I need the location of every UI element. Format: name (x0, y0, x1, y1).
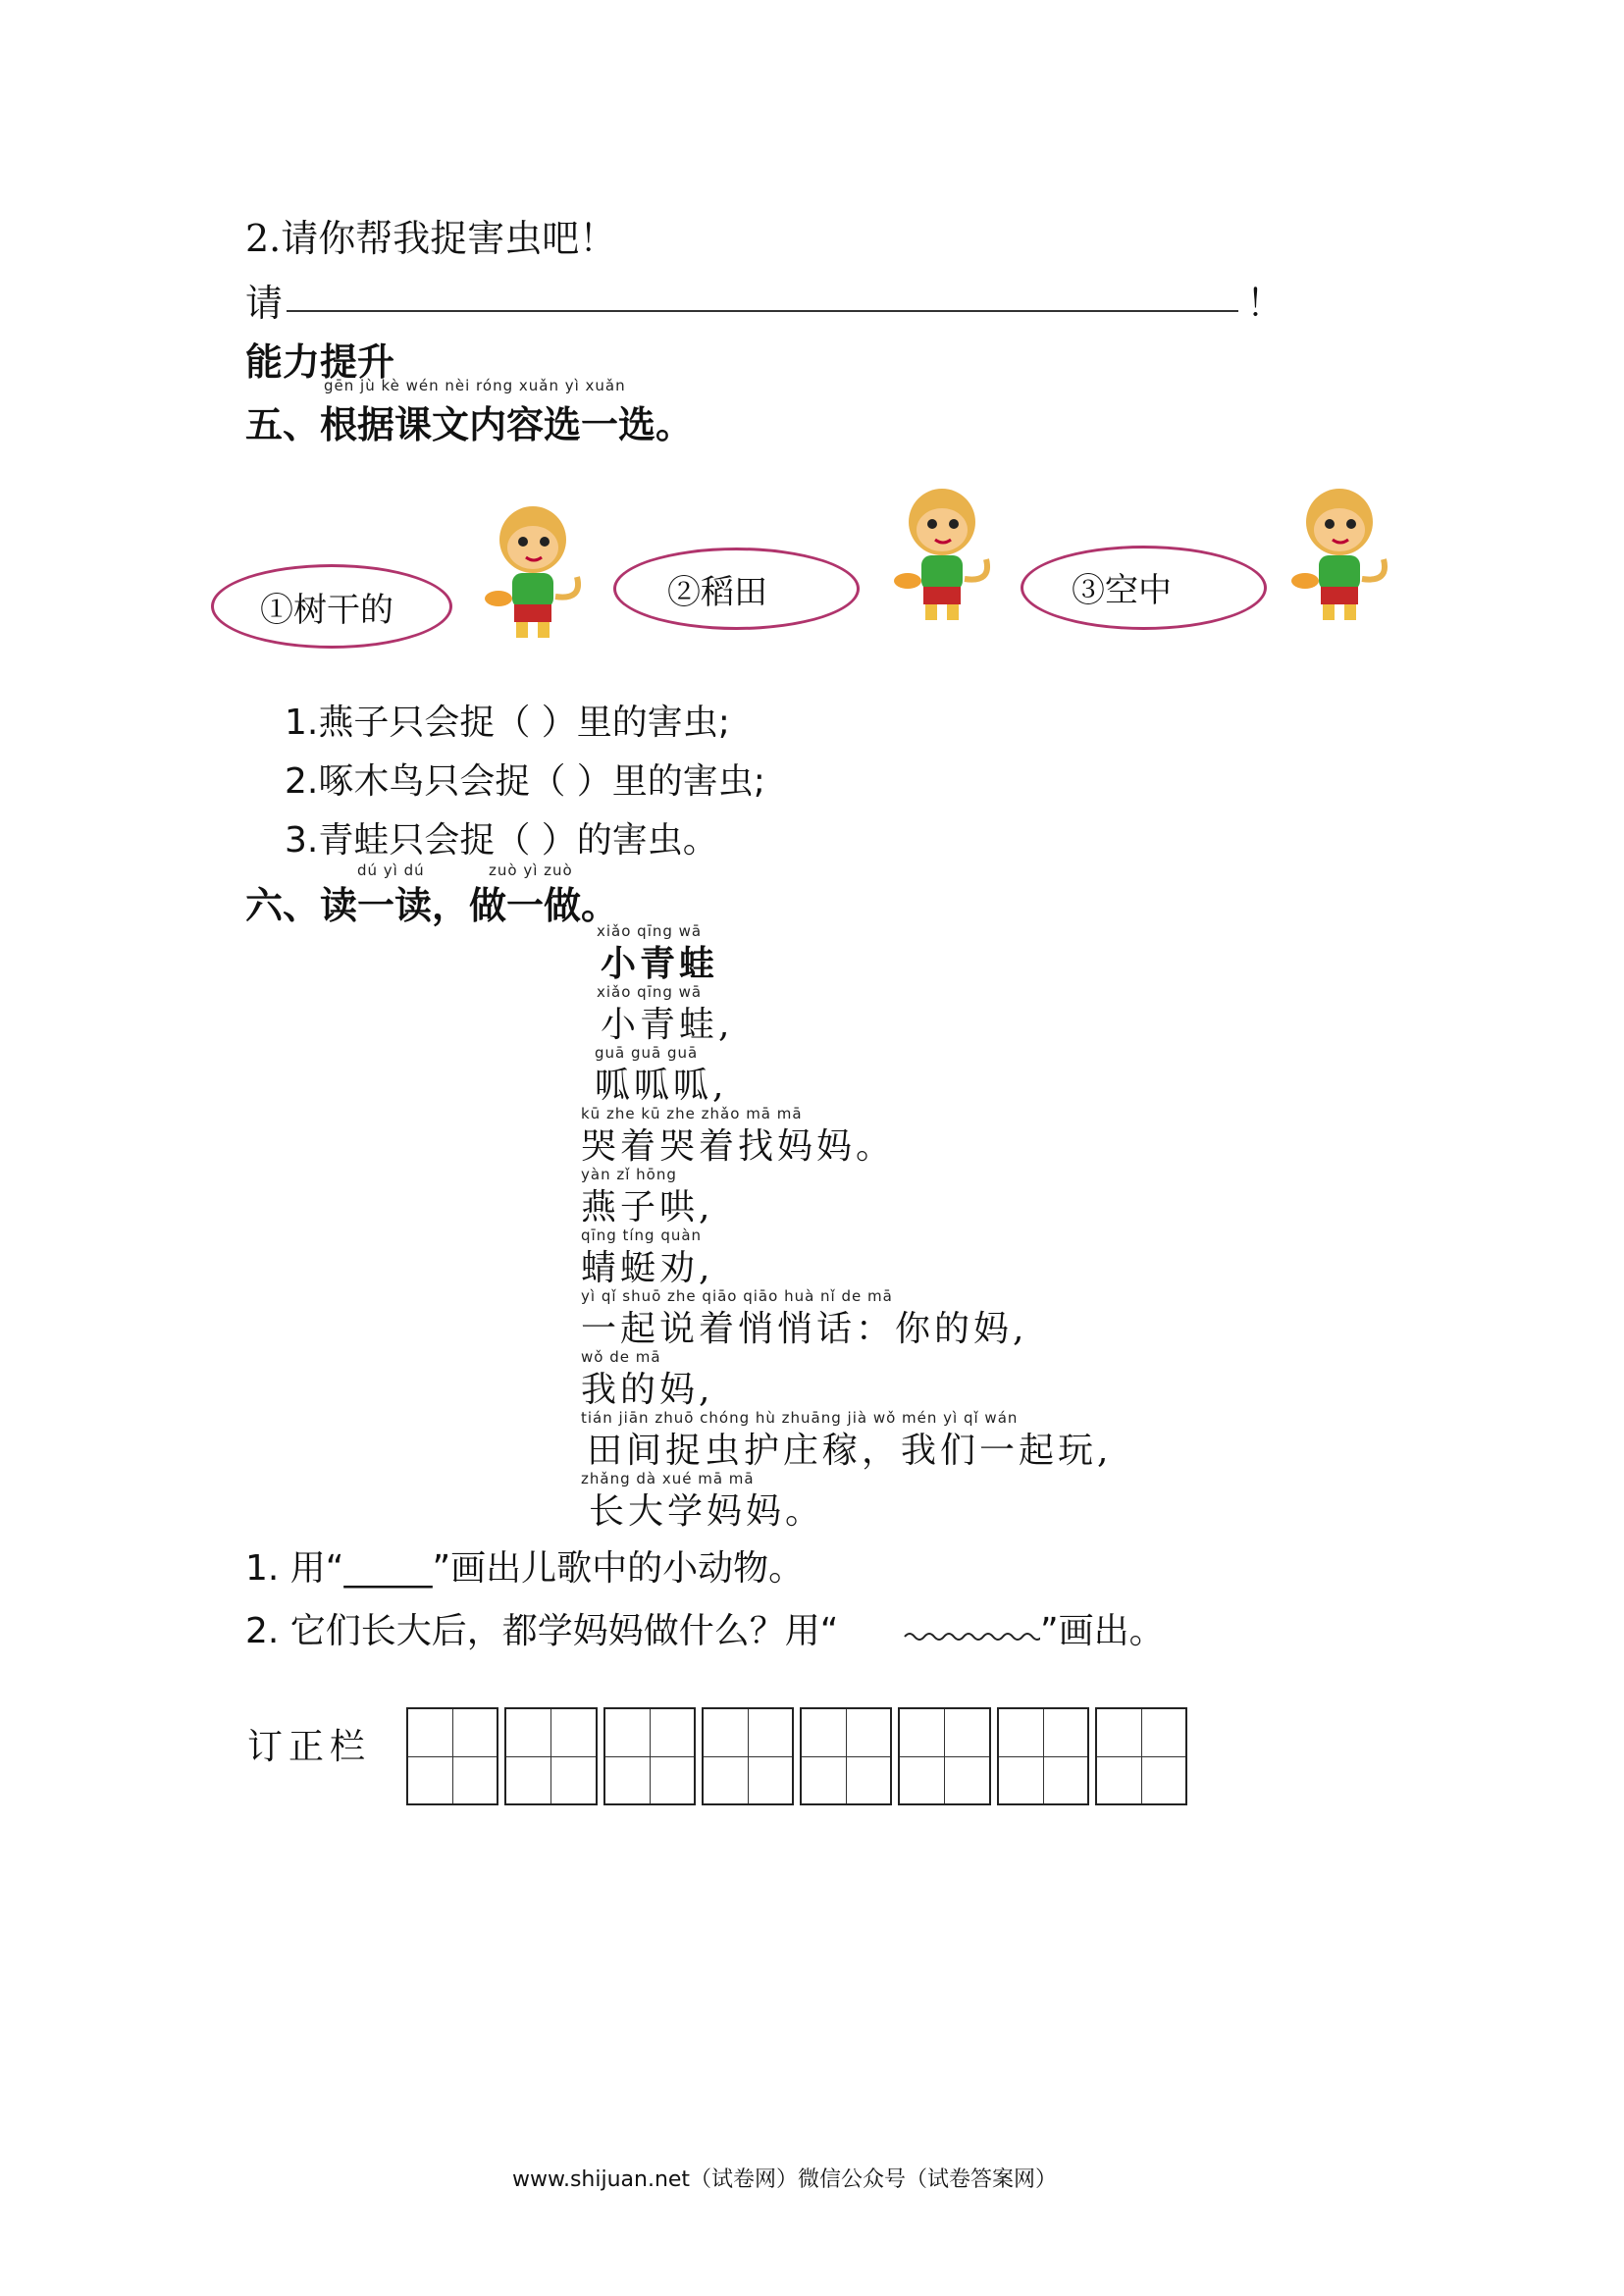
poem-line-pinyin: yì qǐ shuō zhe qiāo qiāo huà nǐ de mā (581, 1287, 893, 1305)
poem-line-pinyin: yàn zǐ hōng (581, 1166, 677, 1183)
section5-pinyin: gēn jù kè wén nèi róng xuǎn yì xuǎn (324, 377, 626, 394)
poem-line: 燕子哄, (581, 1187, 714, 1227)
grid-cell[interactable] (603, 1707, 696, 1805)
poem-title-pinyin: xiǎo qīng wā (597, 922, 703, 940)
poem-line: 蜻蜓劝, (581, 1248, 714, 1288)
q2-line-end: ！ (1246, 282, 1284, 325)
grid-cell[interactable] (702, 1707, 794, 1805)
grid-cell[interactable] (504, 1707, 597, 1805)
poem-line: 呱呱呱, (595, 1066, 728, 1106)
poem-line: 一起说着悄悄话：你的妈, (581, 1309, 1028, 1349)
wavy-line-icon (903, 1629, 1040, 1644)
grid-cell[interactable] (406, 1707, 498, 1805)
grid-cell[interactable] (800, 1707, 892, 1805)
poem-line: 小青蛙, (601, 1005, 734, 1045)
section6-title: 六、读一读，做一做。 (245, 884, 619, 927)
question-1: 1.燕子只会捉（ ）里的害虫; (285, 703, 730, 743)
poem-line-pinyin: tián jiān zhuō chóng hù zhuāng jià wǒ mén yì qǐ wán (581, 1409, 1019, 1427)
poem-title: 小青蛙 (601, 943, 719, 984)
question-3: 3.青蛙只会捉（ ）的害虫。 (285, 820, 718, 861)
footer: www.shijuan.net（试卷网）微信公众号（试卷答案网） (512, 2167, 1058, 2192)
option-3: ③空中 (1072, 571, 1172, 610)
poem-line-pinyin: qīng tíng quàn (581, 1226, 703, 1244)
monkey-icon (1276, 481, 1403, 628)
section6-pinyin-b: zuò yì zuò (489, 861, 573, 879)
task-2-end: ”画出。 (1040, 1611, 1165, 1651)
monkey-icon (878, 481, 1006, 628)
task-2-start: 2. 它们长大后，都学妈妈做什么？用“ (245, 1611, 839, 1651)
correction-label: 订正栏 (247, 1727, 372, 1767)
grid-cell[interactable] (997, 1707, 1089, 1805)
q2-line-start: 请 (245, 282, 284, 325)
section6-pinyin-a: dú yì dú (357, 861, 425, 879)
correction-grid[interactable] (406, 1707, 1187, 1805)
section-label: 能力提升 (245, 340, 395, 384)
poem-line-pinyin: zhǎng dà xué mā mā (581, 1470, 755, 1487)
poem-line: 我的妈, (581, 1370, 714, 1410)
grid-cell[interactable] (898, 1707, 990, 1805)
option-1: ①树干的 (260, 591, 393, 630)
monkey-icon (469, 498, 597, 646)
q2-title: 2.请你帮我捉害虫吧！ (245, 217, 617, 260)
poem-line: 田间捉虫护庄稼，我们一起玩, (587, 1431, 1113, 1471)
grid-cell[interactable] (1095, 1707, 1187, 1805)
poem-line-pinyin: wǒ de mā (581, 1348, 661, 1366)
option-2: ②稻田 (667, 573, 767, 612)
poem-line: 哭着哭着找妈妈。 (581, 1126, 896, 1167)
poem-line-pinyin: kū zhe kū zhe zhǎo mā mā (581, 1105, 803, 1122)
poem-line: 长大学妈妈。 (589, 1491, 825, 1532)
section5-title: 五、根据课文内容选一选。 (245, 403, 694, 446)
task-1: 1. 用“_____”画出儿歌中的小动物。 (245, 1548, 805, 1589)
poem-line-pinyin: guā guā guā (595, 1044, 699, 1062)
poem-line-pinyin: xiǎo qīng wā (597, 983, 703, 1001)
question-2: 2.啄木鸟只会捉（ ）里的害虫; (285, 761, 765, 802)
answer-line[interactable] (287, 310, 1238, 312)
